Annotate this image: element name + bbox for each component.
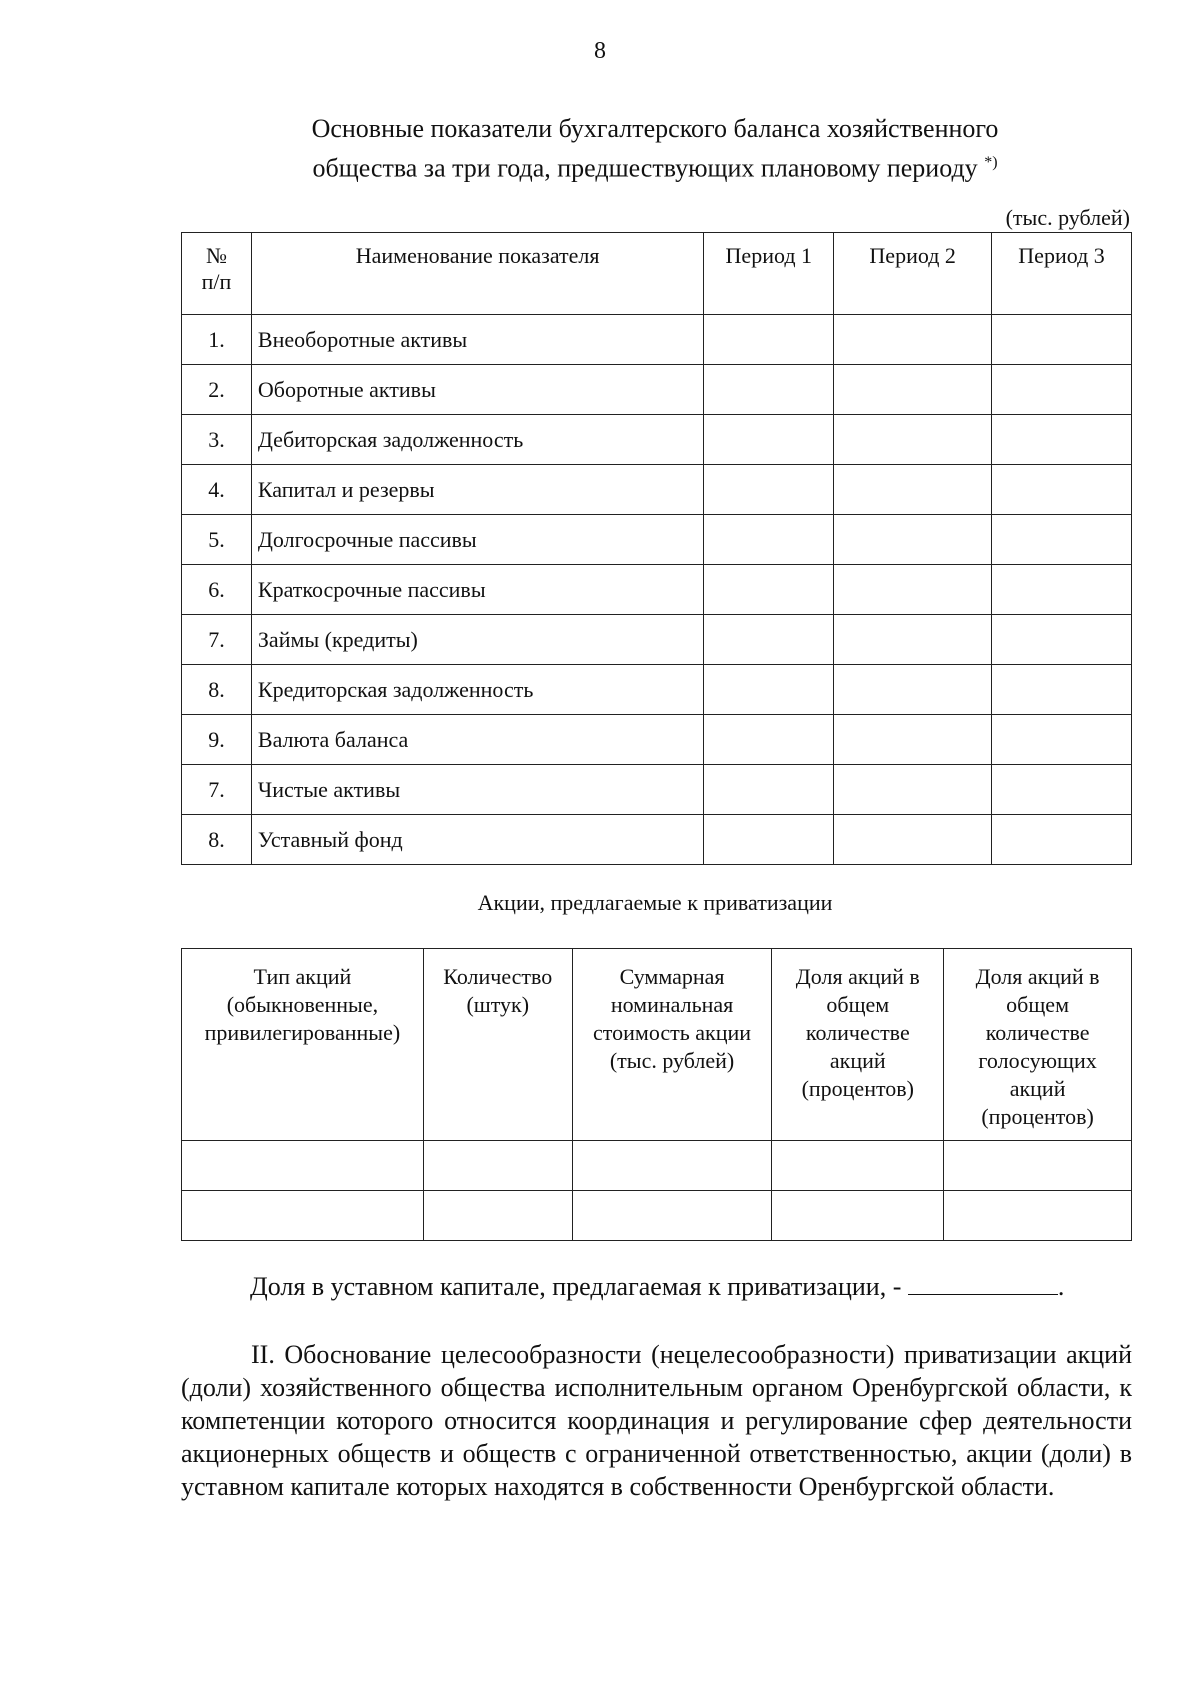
header-nominal-value: Суммарная номинальная стоимость акции (тыс. рублей): [572, 949, 772, 1141]
row-number: 7.: [182, 615, 252, 665]
row-number: 8.: [182, 815, 252, 865]
period-3-value: [992, 615, 1132, 665]
footnote-mark: *): [984, 154, 998, 171]
period-3-value: [992, 815, 1132, 865]
table-cell: [182, 1141, 424, 1191]
period-3-value: [992, 365, 1132, 415]
header-period-2: Период 2: [834, 233, 992, 315]
shares-section-title: Акции, предлагаемые к приватизации: [477, 890, 833, 915]
table-cell: [182, 1191, 424, 1241]
period-2-value: [834, 815, 992, 865]
indicator-name: Уставный фонд: [251, 815, 703, 865]
table-cell: [572, 1191, 772, 1241]
period-2-value: [834, 665, 992, 715]
shares-table: [181, 948, 1132, 1241]
fill-in-blank: [908, 1270, 1058, 1295]
row-number: 6.: [182, 565, 252, 615]
table-cell: [423, 1191, 572, 1241]
period-1-value: [704, 565, 834, 615]
units-label: (тыс. рублей): [1005, 205, 1130, 230]
indicator-name: Валюта баланса: [251, 715, 703, 765]
period-3-value: [992, 315, 1132, 365]
header-period-3: Период 3: [992, 233, 1132, 315]
header-period-1: Период 1: [704, 233, 834, 315]
period-1-value: [704, 715, 834, 765]
indicator-name: Краткосрочные пассивы: [251, 565, 703, 615]
period-2-value: [834, 515, 992, 565]
indicator-name: Внеоборотные активы: [251, 315, 703, 365]
header-voting-share-percent: Доля акций в общем количестве голосующих акций (процентов): [944, 949, 1132, 1141]
period-1-value: [704, 315, 834, 365]
header-share-percent: Доля акций в общем количестве акций (процентов): [772, 949, 944, 1141]
section-2-paragraph: II. Обоснование целесообразности (нецелесообразности) приватизации акций (доли) хозяйственного общества исполнительным органом Оренбургской области, к компетенции которого относится координация и регулирование сфер деятельности акционерных обществ и обществ с ограниченной ответственностью, акции (доли) в уставном капитале которых находятся в собственности Оренбургской области.: [181, 1340, 1132, 1501]
shares-header-row: [182, 949, 1132, 1141]
period-1-value: [704, 515, 834, 565]
table-row: [182, 665, 1132, 715]
row-number: 1.: [182, 315, 252, 365]
indicator-name: Дебиторская задолженность: [251, 415, 703, 465]
balance-table: [181, 232, 1132, 865]
table-row: [182, 1191, 1132, 1241]
period-1-value: [704, 815, 834, 865]
table-row: [182, 615, 1132, 665]
period-2-value: [834, 715, 992, 765]
period-2-value: [834, 365, 992, 415]
period-1-value: [704, 615, 834, 665]
share-capital-end: .: [1057, 1272, 1065, 1301]
period-2-value: [834, 765, 992, 815]
period-1-value: [704, 365, 834, 415]
header-number: № п/п: [182, 233, 252, 315]
page-number: 8: [594, 38, 606, 64]
period-3-value: [992, 715, 1132, 765]
period-1-value: [704, 415, 834, 465]
table-row: [182, 315, 1132, 365]
table-row: [182, 1141, 1132, 1191]
indicator-name: Долгосрочные пассивы: [251, 515, 703, 565]
row-number: 9.: [182, 715, 252, 765]
period-2-value: [834, 615, 992, 665]
period-1-value: [704, 665, 834, 715]
period-1-value: [704, 465, 834, 515]
page-title: [0, 112, 1200, 186]
period-3-value: [992, 665, 1132, 715]
period-3-value: [992, 465, 1132, 515]
period-3-value: [992, 565, 1132, 615]
table-cell: [772, 1141, 944, 1191]
share-capital-line: [250, 1270, 1064, 1302]
table-cell: [572, 1141, 772, 1191]
indicator-name: Чистые активы: [251, 765, 703, 815]
period-2-value: [834, 315, 992, 365]
share-capital-text: Доля в уставном капитале, предлагаемая к приватизации, -: [250, 1272, 902, 1301]
table-cell: [772, 1191, 944, 1241]
table-row: [182, 765, 1132, 815]
indicator-name: Капитал и резервы: [251, 465, 703, 515]
title-line-2: общества за три года, предшествующих плановому периоду: [312, 153, 978, 183]
indicator-name: Займы (кредиты): [251, 615, 703, 665]
indicator-name: Оборотные активы: [251, 365, 703, 415]
period-3-value: [992, 415, 1132, 465]
table-row: [182, 515, 1132, 565]
header-indicator-name: Наименование показателя: [251, 233, 703, 315]
table-row: [182, 465, 1132, 515]
header-quantity: Количество (штук): [423, 949, 572, 1141]
table-row: [182, 715, 1132, 765]
row-number: 8.: [182, 665, 252, 715]
row-number: 7.: [182, 765, 252, 815]
table-row: [182, 565, 1132, 615]
table-row: [182, 365, 1132, 415]
period-2-value: [834, 415, 992, 465]
title-line-1: Основные показатели бухгалтерского баланса хозяйственного: [311, 114, 999, 143]
period-3-value: [992, 765, 1132, 815]
header-share-type: Тип акций (обыкновенные, привилегированные): [182, 949, 424, 1141]
period-2-value: [834, 565, 992, 615]
indicator-name: Кредиторская задолженность: [251, 665, 703, 715]
row-number: 2.: [182, 365, 252, 415]
table-cell: [944, 1141, 1132, 1191]
table-cell: [944, 1191, 1132, 1241]
table-row: [182, 815, 1132, 865]
balance-header-row: [182, 233, 1132, 315]
table-cell: [423, 1141, 572, 1191]
period-3-value: [992, 515, 1132, 565]
table-row: [182, 415, 1132, 465]
period-1-value: [704, 765, 834, 815]
row-number: 3.: [182, 415, 252, 465]
period-2-value: [834, 465, 992, 515]
row-number: 5.: [182, 515, 252, 565]
row-number: 4.: [182, 465, 252, 515]
